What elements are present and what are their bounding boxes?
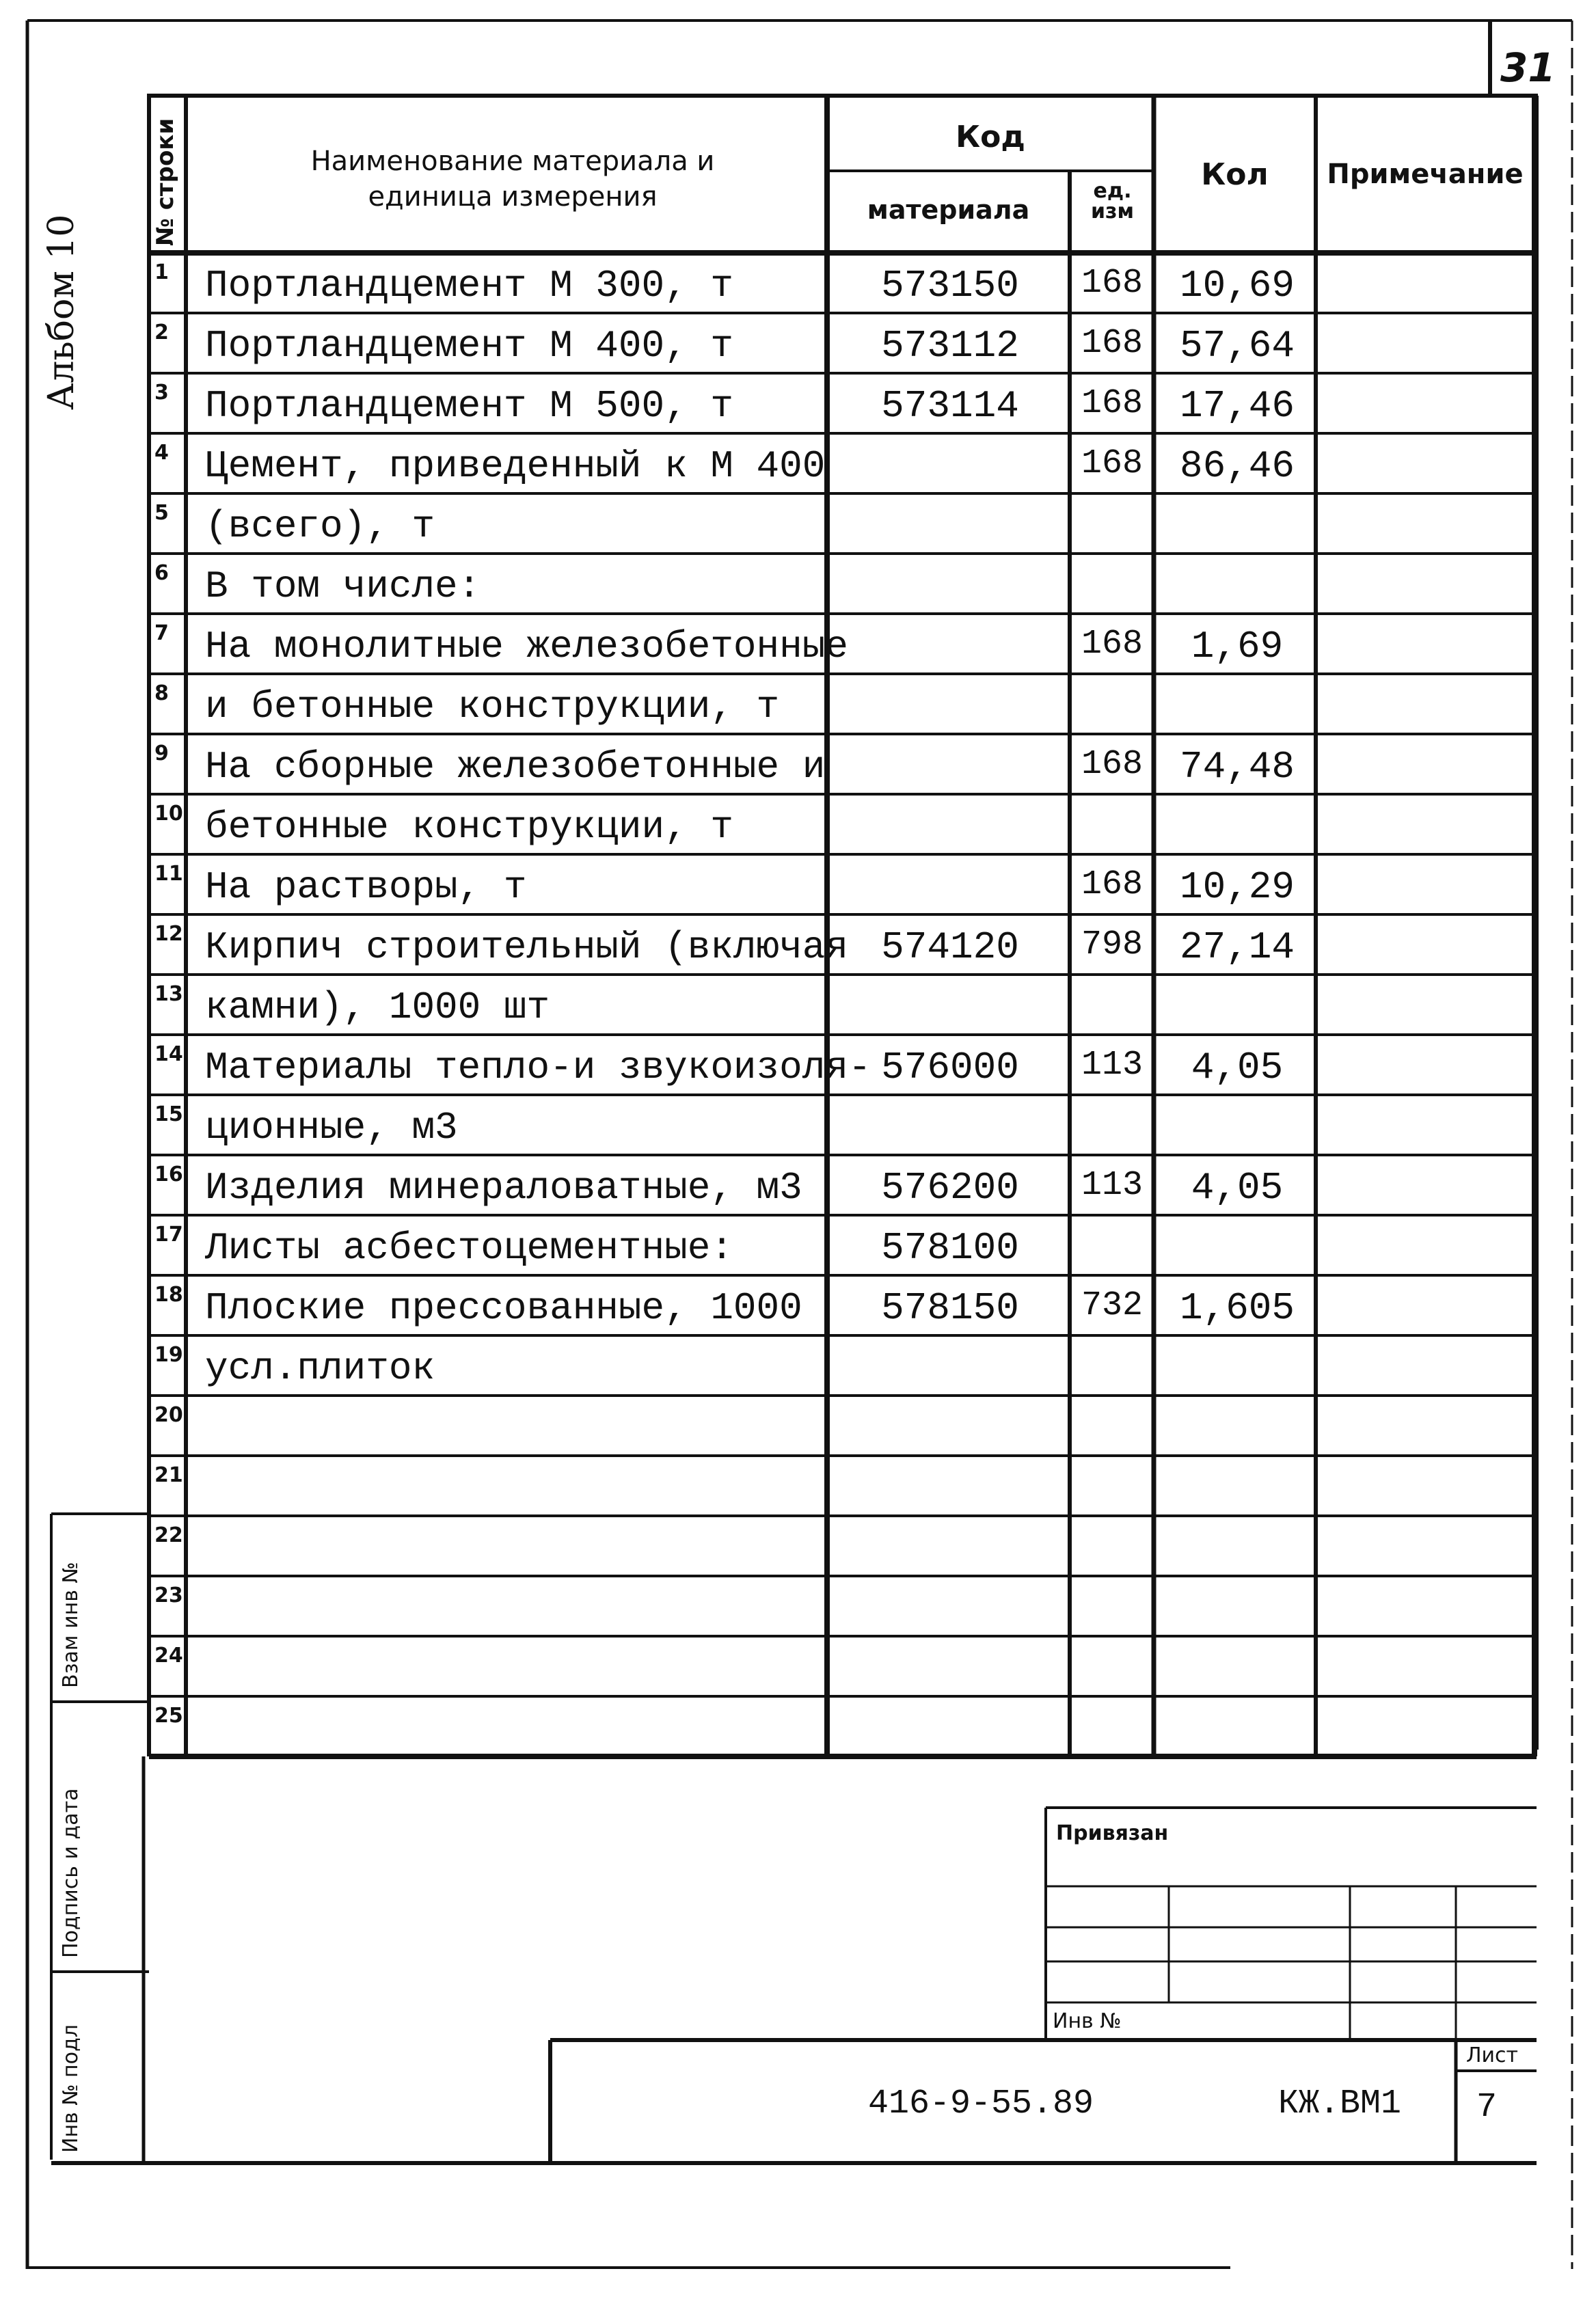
row-unit: 168 bbox=[1081, 384, 1143, 423]
row-name: Плоские прессованные, 1000 bbox=[205, 1286, 802, 1330]
row-number: 10 bbox=[154, 802, 183, 826]
header-code-material: материала bbox=[867, 195, 1030, 225]
row-name: бетонные конструкции, т bbox=[205, 805, 733, 849]
row-unit: 168 bbox=[1081, 625, 1143, 664]
doc-mark: КЖ.ВМ1 bbox=[1278, 2084, 1402, 2123]
row-number: 18 bbox=[154, 1283, 183, 1307]
row-number: 2 bbox=[154, 321, 169, 344]
row-name: Портландцемент М 500, т bbox=[205, 384, 733, 428]
row-number: 6 bbox=[154, 561, 169, 585]
attached-label: Привязан bbox=[1056, 1821, 1169, 1845]
row-unit: 168 bbox=[1081, 264, 1143, 303]
row-quantity: 4,05 bbox=[1191, 1046, 1284, 1089]
row-name: Изделия минераловатные, м3 bbox=[205, 1166, 802, 1210]
row-quantity: 10,69 bbox=[1179, 264, 1295, 308]
margin-inv-original: Инв № подл bbox=[59, 2024, 83, 2153]
row-code: 576200 bbox=[881, 1166, 1019, 1210]
row-quantity: 4,05 bbox=[1191, 1166, 1284, 1210]
row-unit: 168 bbox=[1081, 324, 1143, 363]
row-name: ционные, м3 bbox=[205, 1106, 458, 1150]
row-unit: 113 bbox=[1081, 1166, 1143, 1205]
row-number: 15 bbox=[154, 1102, 183, 1126]
row-code: 576000 bbox=[881, 1046, 1019, 1089]
row-name: В том числе: bbox=[205, 565, 481, 608]
row-quantity: 10,29 bbox=[1179, 865, 1295, 909]
row-number: 23 bbox=[154, 1584, 183, 1607]
row-name: камни), 1000 шт bbox=[205, 986, 550, 1029]
row-number: 1 bbox=[154, 260, 169, 284]
row-code: 574120 bbox=[881, 925, 1019, 969]
row-unit: 798 bbox=[1081, 925, 1143, 964]
sheet-label: Лист bbox=[1466, 2043, 1519, 2067]
page-number: 31 bbox=[1500, 44, 1556, 91]
row-number: 9 bbox=[154, 742, 169, 765]
row-number: 25 bbox=[154, 1704, 183, 1728]
row-name: На растворы, т bbox=[205, 865, 527, 909]
row-code: 578150 bbox=[881, 1286, 1019, 1330]
album-label: Альбом 10 bbox=[41, 214, 82, 410]
row-number: 14 bbox=[154, 1042, 183, 1066]
row-quantity: 27,14 bbox=[1179, 925, 1295, 969]
row-quantity: 57,64 bbox=[1179, 324, 1295, 368]
row-number: 19 bbox=[154, 1343, 183, 1367]
row-unit: 168 bbox=[1081, 444, 1143, 483]
header-note: Примечание bbox=[1327, 159, 1524, 190]
inv-label: Инв № bbox=[1053, 2009, 1122, 2033]
row-number: 8 bbox=[154, 681, 169, 705]
row-number: 24 bbox=[154, 1644, 183, 1668]
row-name: На монолитные железобетонные bbox=[205, 625, 848, 668]
row-name: Портландцемент М 400, т bbox=[205, 324, 733, 368]
row-quantity: 74,48 bbox=[1179, 745, 1295, 789]
row-number: 13 bbox=[154, 982, 183, 1006]
row-name: Материалы тепло-и звукоизоля- bbox=[205, 1046, 871, 1089]
row-quantity: 17,46 bbox=[1179, 384, 1295, 428]
doc-code: 416-9-55.89 bbox=[868, 2084, 1094, 2123]
row-number: 11 bbox=[154, 862, 183, 886]
row-name: и бетонные конструкции, т bbox=[205, 685, 780, 729]
row-code: 578100 bbox=[881, 1226, 1019, 1270]
header-quantity: Кол bbox=[1201, 157, 1269, 192]
row-name: Портландцемент М 300, т bbox=[205, 264, 733, 308]
header-code-unit: ед. изм bbox=[1091, 179, 1134, 223]
header-row-number: № строки bbox=[152, 118, 179, 246]
row-code: 573112 bbox=[881, 324, 1019, 368]
header-name: Наименование материала и единица измерения bbox=[310, 146, 715, 213]
row-code: 573114 bbox=[881, 384, 1019, 428]
row-number: 12 bbox=[154, 922, 183, 946]
sheet-number: 7 bbox=[1476, 2088, 1498, 2127]
row-unit: 168 bbox=[1081, 865, 1143, 904]
row-name: Листы асбестоцементные: bbox=[205, 1226, 733, 1270]
row-name: На сборные железобетонные и bbox=[205, 745, 826, 789]
row-unit: 168 bbox=[1081, 745, 1143, 784]
row-quantity: 86,46 bbox=[1179, 444, 1295, 488]
margin-replace-inv: Взам инв № bbox=[59, 1562, 83, 1688]
row-name: Цемент, приведенный к М 400 bbox=[205, 444, 826, 488]
margin-sign-date: Подпись и дата bbox=[59, 1788, 83, 1958]
header-code: Код bbox=[956, 120, 1025, 154]
row-quantity: 1,605 bbox=[1179, 1286, 1295, 1330]
row-name: усл.плиток bbox=[205, 1346, 435, 1390]
row-unit: 732 bbox=[1081, 1286, 1143, 1325]
row-number: 21 bbox=[154, 1463, 183, 1487]
row-number: 22 bbox=[154, 1523, 183, 1547]
row-number: 4 bbox=[154, 441, 169, 465]
row-unit: 113 bbox=[1081, 1046, 1143, 1085]
row-number: 20 bbox=[154, 1403, 183, 1427]
row-number: 17 bbox=[154, 1223, 183, 1247]
row-name: Кирпич строительный (включая bbox=[205, 925, 848, 969]
row-name: (всего), т bbox=[205, 504, 435, 548]
row-number: 16 bbox=[154, 1163, 183, 1186]
row-code: 573150 bbox=[881, 264, 1019, 308]
row-number: 3 bbox=[154, 381, 169, 405]
row-number: 7 bbox=[154, 621, 169, 645]
row-quantity: 1,69 bbox=[1191, 625, 1284, 668]
row-number: 5 bbox=[154, 501, 169, 525]
